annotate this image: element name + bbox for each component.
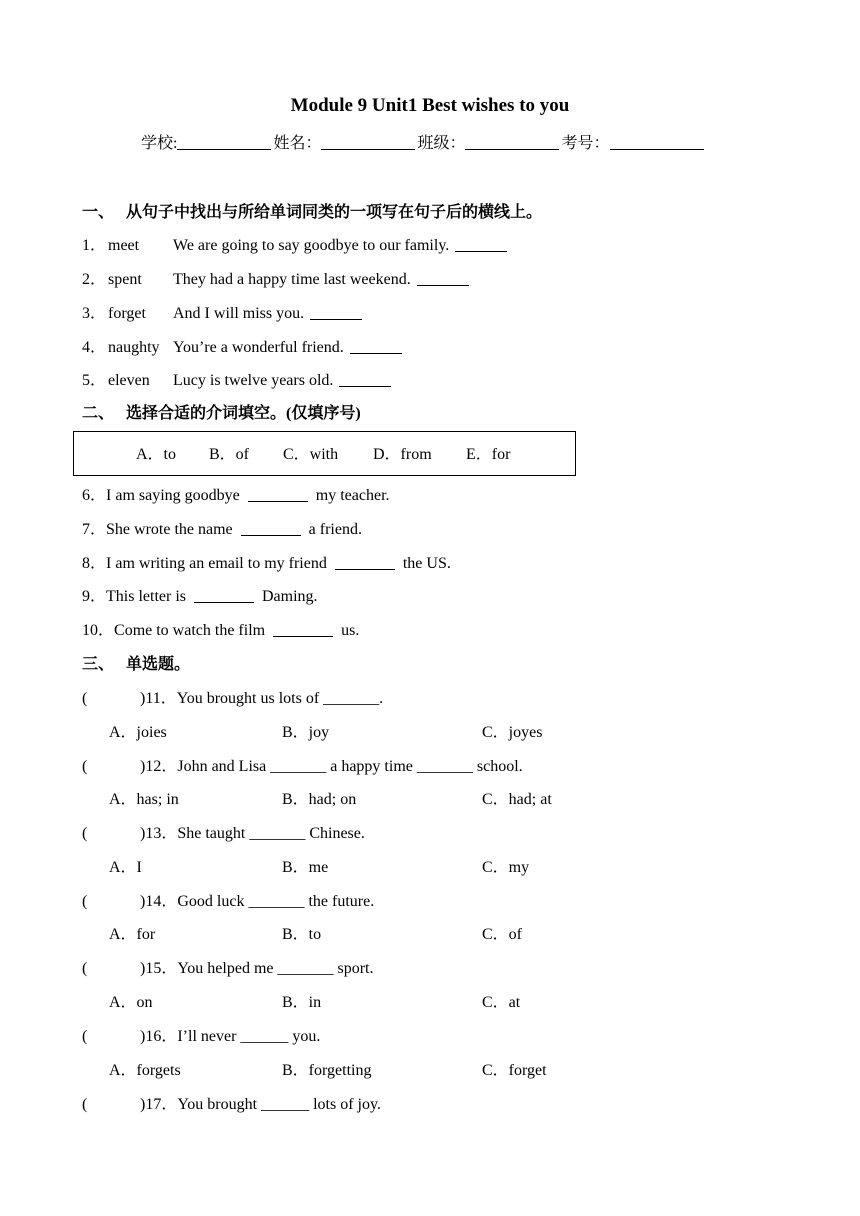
answer-blank[interactable] [417,270,469,286]
question-number: 6． [82,487,107,504]
word-bank-box [73,431,576,476]
option-a[interactable]: A．for [109,926,156,943]
question-number: 4． [82,339,107,356]
question-text: Good luck _______ the future. [177,893,375,910]
answer-blank[interactable] [350,338,402,354]
question-text: You brought ______ lots of joy. [177,1096,381,1113]
option-b[interactable]: B．in [282,994,322,1011]
section-3-title: 单选题。 [126,656,191,673]
class-blank[interactable] [465,133,559,150]
answer-parenthesis[interactable]: ( [82,690,88,707]
name-label: 姓名： [273,135,322,152]
school-label: 学校: [141,135,178,152]
question-3 [82,303,362,325]
answer-parenthesis[interactable]: ( [82,960,88,977]
question-number: )14． [140,893,178,910]
question-sentence: We are going to say goodbye to our family. [173,237,450,254]
option-b[interactable]: B．me [282,859,329,876]
question-text-before: She wrote the name [106,521,233,538]
question-5 [82,370,391,392]
school-blank[interactable] [177,133,271,150]
question-number: )15． [140,960,178,977]
question-text-before: I am writing an email to my friend [106,555,327,572]
question-number: 8． [82,555,107,572]
section-3-number: 三、 [82,656,115,673]
question-text-before: I am saying goodbye [106,487,240,504]
question-text-after: Daming. [262,588,318,605]
option-c[interactable]: C．forget [482,1062,547,1079]
given-word: forget [108,305,146,322]
exam-number-label: 考号： [561,135,610,152]
answer-blank[interactable] [194,587,254,603]
question-9 [82,586,318,608]
question-number: )17． [140,1096,178,1113]
question-text: She taught _______ Chinese. [177,825,365,842]
option-b[interactable]: B．forgetting [282,1062,372,1079]
given-word: meet [108,237,140,254]
question-sentence: And I will miss you. [173,305,305,322]
question-text: You brought us lots of _______. [176,690,384,707]
choice-e: E．for [466,446,511,463]
page-title: Module 9 Unit1 Best wishes to you [290,95,570,116]
question-text: I’ll never ______ you. [177,1028,321,1045]
answer-blank[interactable] [273,621,333,637]
question-text: You helped me _______ sport. [177,960,374,977]
question-number: 2． [82,271,107,288]
section-2-title: 选择合适的介词填空。(仅填序号) [126,405,361,422]
question-sentence: Lucy is twelve years old. [173,372,334,389]
option-c[interactable]: C．had; at [482,791,552,808]
question-17 [82,1094,381,1116]
question-number: 7． [82,521,107,538]
question-sentence: You’re a wonderful friend. [173,339,344,356]
section-1-heading [82,202,542,224]
class-label: 班级： [417,135,466,152]
answer-blank[interactable] [310,304,362,320]
answer-blank[interactable] [335,554,395,570]
section-1-number: 一、 [82,204,115,221]
option-b[interactable]: B．joy [282,724,330,741]
option-a[interactable]: A．has; in [109,791,179,808]
option-c[interactable]: C．joyes [482,724,543,741]
option-a[interactable]: A．forgets [109,1062,181,1079]
question-1 [82,235,507,257]
choice-b: B．of [209,446,250,463]
section-2-number: 二、 [82,405,115,422]
answer-parenthesis[interactable]: ( [82,825,88,842]
question-4 [82,337,402,359]
given-word: eleven [108,372,150,389]
question-15 [82,958,374,980]
answer-parenthesis[interactable]: ( [82,758,88,775]
choice-c: C．with [283,446,339,463]
answer-blank[interactable] [241,520,301,536]
question-number: 9． [82,588,107,605]
choice-a: A．to [136,446,177,463]
question-number: )11． [140,690,177,707]
answer-blank[interactable] [248,486,308,502]
option-c[interactable]: C．at [482,994,521,1011]
answer-parenthesis[interactable]: ( [82,1028,88,1045]
student-info-row [141,133,706,155]
answer-blank[interactable] [455,236,507,252]
question-text-before: This letter is [106,588,186,605]
given-word: naughty [108,339,160,356]
section-3-heading [82,654,190,676]
question-text-after: a friend. [308,521,362,538]
question-13 [82,823,365,845]
question-number: )16． [140,1028,178,1045]
exam-number-blank[interactable] [610,133,704,150]
option-a[interactable]: A．joies [109,724,167,741]
question-number: 1． [82,237,107,254]
question-14 [82,891,374,913]
question-12 [82,756,523,778]
question-text: John and Lisa _______ a happy time _______ school. [177,758,523,775]
option-b[interactable]: B．to [282,926,322,943]
question-text-after: the US. [402,555,451,572]
question-text-before: Come to watch the film [114,622,266,639]
option-c[interactable]: C．my [482,859,530,876]
question-text-after: my teacher. [315,487,390,504]
question-sentence: They had a happy time last weekend. [173,271,411,288]
section-1-title: 从句子中找出与所给单词同类的一项写在句子后的横线上。 [126,204,543,221]
question-number: 3． [82,305,107,322]
option-c[interactable]: C．of [482,926,523,943]
question-number: 5． [82,372,107,389]
question-7 [82,519,362,541]
answer-blank[interactable] [339,371,391,387]
option-a[interactable]: A．on [109,994,153,1011]
given-word: spent [108,271,142,288]
option-a[interactable]: A．I [109,859,142,876]
question-16 [82,1026,320,1048]
question-text-after: us. [341,622,360,639]
section-2-heading [82,403,361,425]
choice-d: D．from [373,446,432,463]
question-11 [82,688,383,710]
question-number: 10． [82,622,115,639]
question-2 [82,269,469,291]
question-8 [82,553,451,575]
option-b[interactable]: B．had; on [282,791,357,808]
question-number: )12． [140,758,178,775]
name-blank[interactable] [321,133,415,150]
question-10 [82,620,359,642]
answer-parenthesis[interactable]: ( [82,1096,88,1113]
question-6 [82,485,390,507]
question-number: )13． [140,825,178,842]
answer-parenthesis[interactable]: ( [82,893,88,910]
